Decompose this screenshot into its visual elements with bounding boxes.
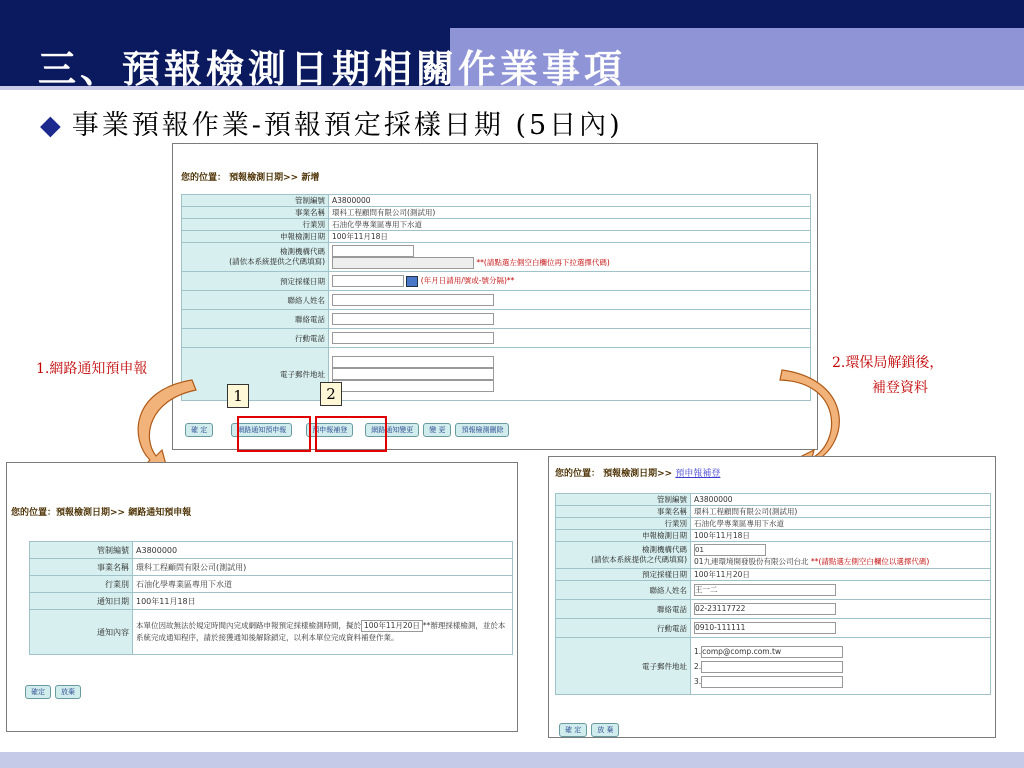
subtitle-text: 事業預報作業-預報預定採樣日期 (5日內) (71, 110, 623, 141)
right-cell-lab-code (691, 542, 991, 569)
right-label-phone: 聯絡電話 (556, 600, 691, 619)
right-cell-contact (691, 581, 991, 600)
annotation-unlock-line1: 2.環保局解鎖後， (832, 355, 944, 371)
annotation-unlock-line2: 補登資料 (872, 380, 928, 396)
delete-button[interactable]: 預報檢測刪除 (455, 423, 509, 437)
left-form-panel (6, 462, 518, 732)
main-value-company: 環科工程顧問有限公司(測試用) (329, 207, 811, 219)
right-confirm-button[interactable]: 確 定 (559, 723, 587, 737)
change-button[interactable]: 變 更 (423, 423, 451, 437)
lab-code-label: 檢測機構代碼 (280, 247, 325, 256)
left-breadcrumb: 您的位置：預報檢測日期>> 網路通知預申報 (11, 508, 192, 518)
right-label-lab-code (556, 542, 691, 569)
main-cell-sample-date (329, 272, 811, 291)
lab-code-label2: (請依本系統提供之代碼填寫) (229, 257, 325, 266)
right-cell-mobile (691, 619, 991, 638)
main-label-industry: 行業別 (182, 219, 329, 231)
highlight-box-2 (315, 416, 387, 452)
main-lab-hint: **(請點選左側空白欄位再下拉選擇代碼) (476, 258, 610, 267)
right-label-control-no: 管制編號 (556, 494, 691, 506)
main-email-input-1[interactable] (332, 356, 494, 368)
marker-2: 2 (320, 382, 342, 406)
right-breadcrumb-link[interactable]: 預申報補登 (675, 469, 721, 479)
left-value-control-no: A3800000 (133, 542, 513, 559)
left-cancel-button[interactable]: 放棄 (55, 685, 81, 699)
left-label-control-no: 管制編號 (30, 542, 133, 559)
email-index-2: 2. (694, 661, 702, 671)
main-cell-phone (329, 310, 811, 329)
right-value-report-date: 100年11月18日 (691, 530, 991, 542)
main-mobile-input[interactable] (332, 332, 494, 344)
slide-title: 三、預報檢測日期相關作業事項 (38, 46, 627, 91)
right-label-industry: 行業別 (556, 518, 691, 530)
right-lab-code-label: 檢測機構代碼 (642, 545, 687, 554)
main-label-sample-date: 預定採樣日期 (182, 272, 329, 291)
notify-change-button[interactable]: 網路通知變更 (365, 423, 419, 437)
right-label-sample-date: 預定採樣日期 (556, 569, 691, 581)
slide-subtitle (40, 103, 623, 142)
main-form-panel (172, 143, 818, 450)
main-label-phone: 聯絡電話 (182, 310, 329, 329)
main-email-input-3[interactable] (332, 380, 494, 392)
main-label-contact: 聯絡人姓名 (182, 291, 329, 310)
main-cell-email (329, 348, 811, 401)
bullet-diamond-icon: ◆ (40, 110, 64, 141)
right-email-input-1[interactable]: comp@comp.com.tw (701, 646, 843, 658)
email-index-3: 3. (694, 676, 702, 686)
main-phone-input[interactable] (332, 313, 494, 325)
right-label-mobile: 行動電話 (556, 619, 691, 638)
right-label-company: 事業名稱 (556, 506, 691, 518)
right-cell-email (691, 638, 991, 695)
main-value-report-date: 100年11月18日 (329, 231, 811, 243)
highlight-box-1 (237, 416, 311, 452)
main-lab-name-input[interactable] (332, 257, 474, 269)
main-label-email: 電子郵件地址 (182, 348, 329, 401)
left-button-row (25, 685, 81, 699)
notice-text-1: 本單位因故無法於規定時間內完成網路申報預定採樣檢測時間，擬於 (136, 621, 361, 630)
main-sample-date-input[interactable] (332, 275, 404, 287)
main-cell-lab-code (329, 243, 811, 272)
left-confirm-button[interactable]: 確定 (25, 685, 51, 699)
main-label-control-no: 管制編號 (182, 195, 329, 207)
main-label-lab-code (182, 243, 329, 272)
notice-text-2: **辦理採樣檢測，並於本系統完成通知程序，請於接獲通知後解除鎖定，以利本單位完成資料補登作業。 (136, 621, 506, 642)
left-label-notice-date: 通知日期 (30, 593, 133, 610)
main-contact-input[interactable] (332, 294, 494, 306)
left-value-industry: 石油化學專業區專用下水道 (133, 576, 513, 593)
right-breadcrumb (555, 466, 720, 479)
right-value-control-no: A3800000 (691, 494, 991, 506)
left-value-company: 環科工程顧問有限公司(測試用) (133, 559, 513, 576)
right-breadcrumb-prefix: 您的位置： 預報檢測日期>> (555, 469, 676, 479)
right-contact-input[interactable]: 王一二 (694, 584, 836, 596)
right-value-company: 環科工程顧問有限公司(測試用) (691, 506, 991, 518)
main-cell-mobile (329, 329, 811, 348)
right-cancel-button[interactable]: 放 棄 (591, 723, 619, 737)
right-form-table (555, 493, 991, 695)
main-value-industry: 石油化學專業區專用下水道 (329, 219, 811, 231)
right-label-email: 電子郵件地址 (556, 638, 691, 695)
left-label-company: 事業名稱 (30, 559, 133, 576)
right-label-contact: 聯絡人姓名 (556, 581, 691, 600)
left-label-industry: 行業別 (30, 576, 133, 593)
right-label-report-date: 申報檢測日期 (556, 530, 691, 542)
network-notify-button[interactable]: 網路通知預申報 (231, 423, 292, 437)
right-lab-name: 01九連環境開發股份有限公司台北 (694, 556, 809, 566)
main-cell-contact (329, 291, 811, 310)
main-date-hint: (年月日請用/號或-號分隔)** (420, 276, 515, 285)
supplement-button[interactable]: 預申報補登 (306, 423, 353, 437)
annotation-network-notify: 1.網路通知預申報 (36, 361, 148, 377)
right-lab-code-label2: (請依本系統提供之代碼填寫) (591, 555, 687, 564)
right-mobile-input[interactable]: 0910-111111 (694, 622, 836, 634)
left-value-notice-date: 100年11月18日 (133, 593, 513, 610)
main-lab-code-input[interactable] (332, 245, 414, 257)
right-form-panel (548, 456, 996, 738)
confirm-button[interactable]: 確 定 (185, 423, 213, 437)
slide-footer-band (0, 752, 1024, 768)
right-email-input-3[interactable] (701, 676, 843, 688)
right-value-sample-date: 100年11月20日 (691, 569, 991, 581)
right-lab-code-input[interactable]: 01 (694, 544, 766, 556)
notice-date-input[interactable]: 100年11月20日 (361, 620, 423, 632)
right-lab-hint: **(請點選左側空白欄位以選擇代碼) (810, 556, 930, 566)
right-cell-phone (691, 600, 991, 619)
right-value-industry: 石油化學專業區專用下水道 (691, 518, 991, 530)
email-index-1: 1. (694, 646, 702, 656)
main-label-mobile: 行動電話 (182, 329, 329, 348)
left-label-notice-content: 通知內容 (30, 610, 133, 655)
main-value-control-no: A3800000 (329, 195, 811, 207)
main-label-company: 事業名稱 (182, 207, 329, 219)
calendar-icon[interactable] (406, 276, 418, 287)
right-button-row (559, 723, 619, 737)
left-form-table (29, 541, 513, 655)
marker-1: 1 (227, 384, 249, 408)
main-label-report-date: 申報檢測日期 (182, 231, 329, 243)
main-form-table (181, 194, 811, 401)
main-breadcrumb: 您的位置： 預報檢測日期>> 新增 (181, 173, 320, 183)
right-email-input-2[interactable] (701, 661, 843, 673)
main-email-input-2[interactable] (332, 368, 494, 380)
right-phone-input[interactable]: 02-23117722 (694, 603, 836, 615)
left-value-notice-content (133, 610, 513, 655)
